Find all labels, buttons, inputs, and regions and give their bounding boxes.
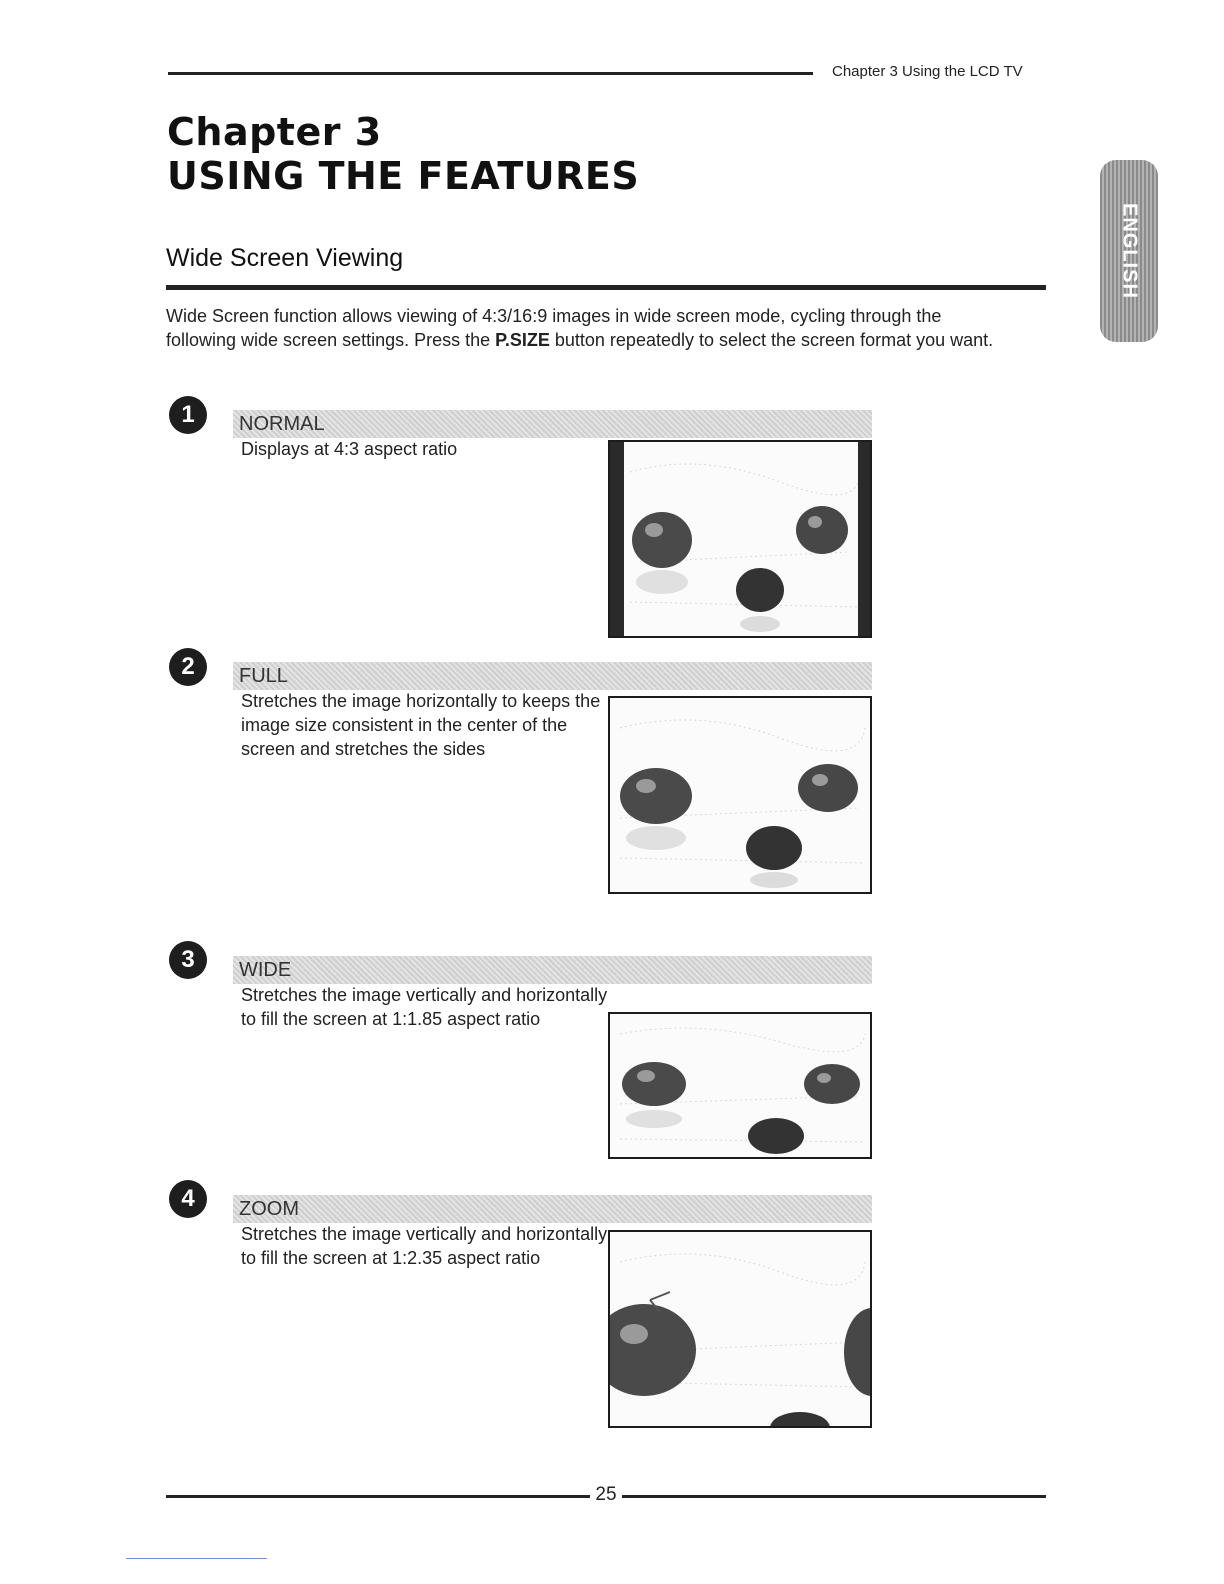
wide-screen-illustration (608, 1012, 872, 1159)
intro-text-start: Wide Screen function allows viewing of 4:3/16:9 images in wide screen mode, cycling through the following wide screen settings. Press the (166, 306, 942, 350)
zoom-screen-illustration (608, 1230, 872, 1428)
footer-rule-right (622, 1495, 1046, 1498)
tomatoes-image-stretched (610, 698, 870, 892)
chapter-name: USING THE FEATURES (167, 154, 640, 198)
chapter-number: Chapter 3 (167, 110, 382, 154)
running-header: Chapter 3 Using the LCD TV (832, 63, 1023, 80)
right-pillarbox (858, 442, 870, 636)
page-number: 25 (595, 1484, 617, 1505)
mode-description-full: Stretches the image horizontally to keeps the image size consistent in the center of the screen and stretches the sides (241, 691, 601, 759)
language-tab-label: ENGLISH (1118, 203, 1141, 299)
mode-label-normal: NORMAL (233, 410, 872, 438)
tomatoes-image-zoomed (610, 1232, 870, 1426)
chapter-title (167, 110, 639, 198)
language-tab (1100, 160, 1158, 342)
section-title: Wide Screen Viewing (166, 244, 404, 272)
header-rule (168, 72, 813, 75)
scan-artifact-line (126, 1558, 267, 1559)
normal-screen-illustration (608, 440, 872, 638)
section-intro (166, 304, 996, 352)
step-number-1: 1 (169, 396, 207, 434)
section-rule (166, 285, 1046, 290)
step-number-4: 4 (169, 1180, 207, 1218)
mode-description-normal: Displays at 4:3 aspect ratio (241, 439, 458, 459)
full-screen-illustration (608, 696, 872, 894)
mode-label-wide: WIDE (233, 956, 872, 984)
tomatoes-image-wide (610, 1014, 870, 1157)
mode-label-full: FULL (233, 662, 872, 690)
footer-rule-left (166, 1495, 590, 1498)
tomatoes-image (610, 442, 870, 636)
intro-text-end: button repeatedly to select the screen format you want. (549, 330, 994, 350)
mode-label-zoom: ZOOM (233, 1195, 872, 1223)
psize-button-name: P.SIZE (495, 330, 550, 350)
step-number-3: 3 (169, 941, 207, 979)
left-pillarbox (610, 442, 624, 636)
mode-description-wide: Stretches the image vertically and horizontally to fill the screen at 1:1.85 aspect ratio (241, 985, 608, 1029)
step-number-2: 2 (169, 648, 207, 686)
mode-description-zoom: Stretches the image vertically and horizontally to fill the screen at 1:2.35 aspect ratio (241, 1224, 608, 1268)
